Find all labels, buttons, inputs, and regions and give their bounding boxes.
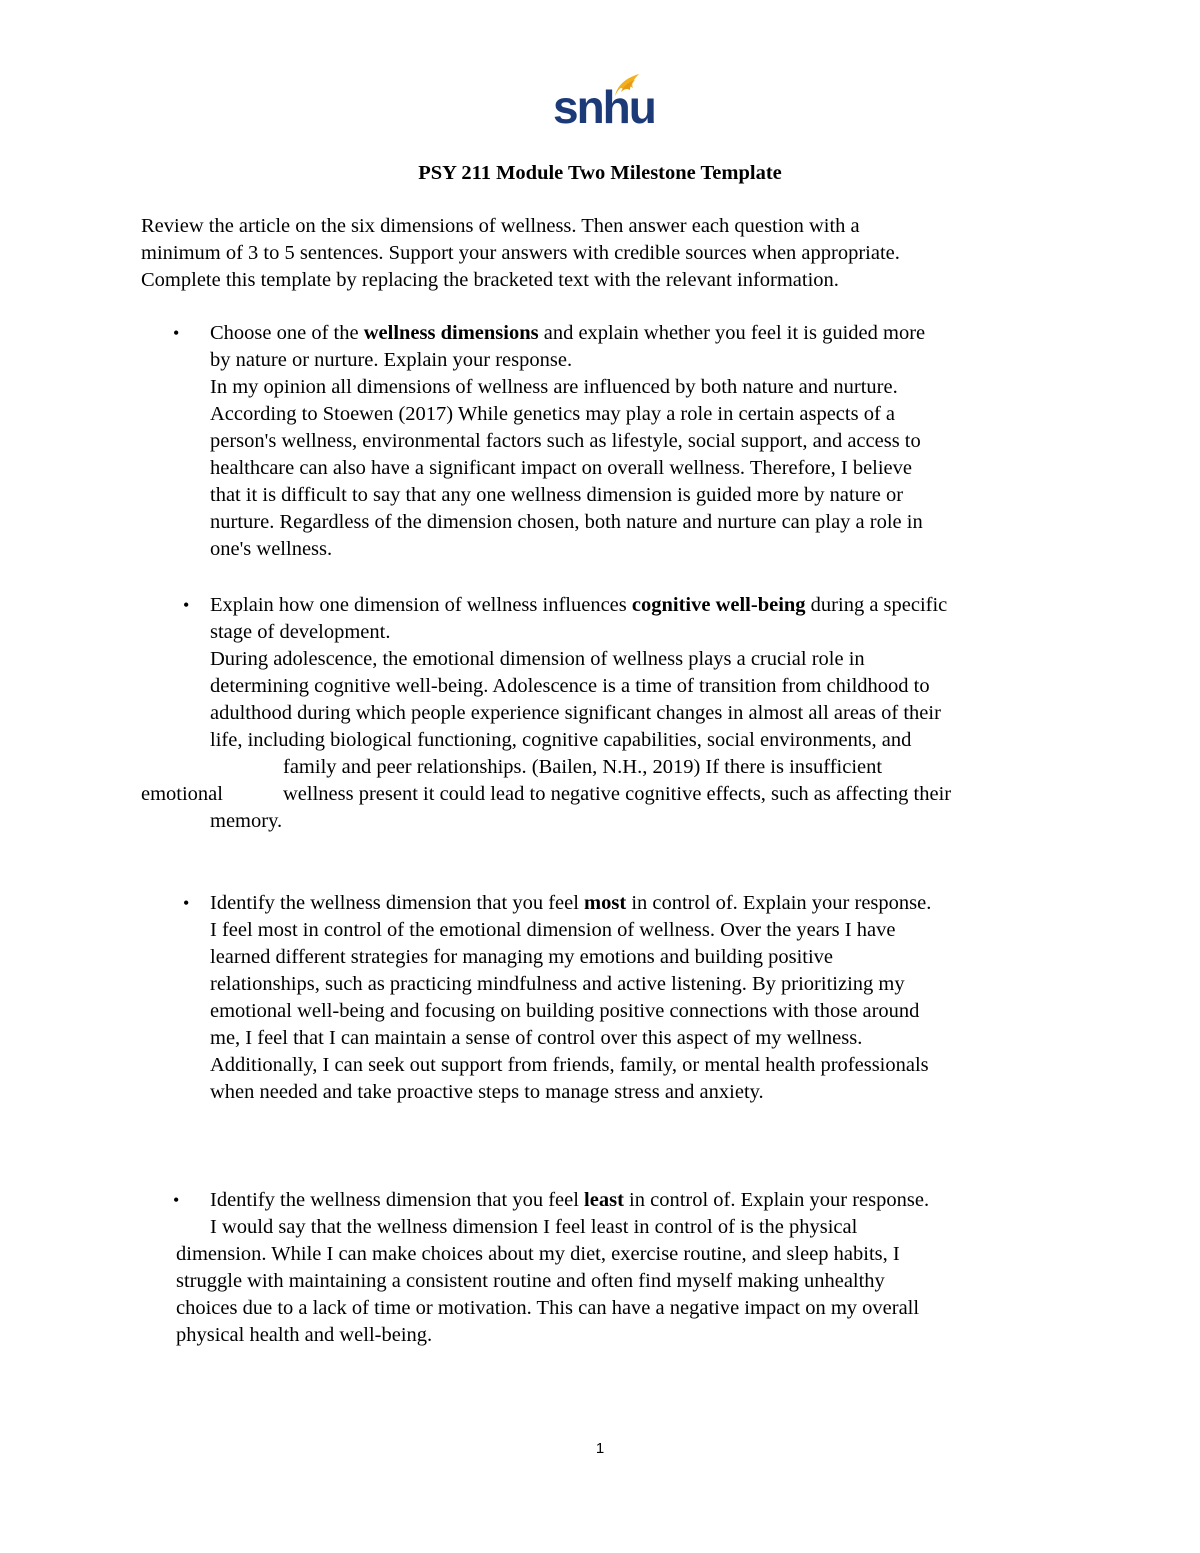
question-prompt	[210, 592, 1110, 619]
prompt-bold-text: cognitive well-being	[631, 594, 806, 616]
answer-text: memory.	[210, 810, 283, 832]
answer-line: learned different strategies for managing my emotions and building positive	[210, 946, 834, 968]
answer-line: adulthood during which people experience significant changes in almost all areas of their	[210, 702, 941, 724]
answer-line: emotional well-being and focusing on building positive connections with those around	[210, 1000, 920, 1022]
question-prompt: by nature or nurture. Explain your response.	[210, 349, 573, 371]
answer-line: choices due to a lack of time or motivation. This can have a negative impact on my overall	[176, 1297, 920, 1319]
question-3	[210, 890, 1110, 1133]
answer-text: wellness present it could lead to negative cognitive effects, such as affecting their	[283, 783, 952, 805]
answer-line: During adolescence, the emotional dimension of wellness plays a crucial role in	[210, 648, 865, 670]
answer-line	[210, 1106, 1110, 1133]
answer-line: I feel most in control of the emotional dimension of wellness. Over the years I have	[210, 919, 896, 941]
question-4	[210, 1187, 1110, 1241]
prompt-text: during a specific	[805, 594, 948, 616]
answer-line	[141, 781, 281, 808]
bullet-marker: •	[173, 1190, 180, 1210]
question-prompt: stage of development.	[210, 621, 391, 643]
answer-line: determining cognitive well-being. Adolescence is a time of transition from childhood to	[210, 675, 930, 697]
answer-line: relationships, such as practicing mindfulness and active listening. By prioritizing my	[210, 973, 905, 995]
intro-paragraph	[141, 213, 1051, 294]
logo-wordmark: snhu	[553, 81, 655, 133]
answer-line: dimension. While I can make choices about my diet, exercise routine, and sleep habits, I	[176, 1243, 900, 1265]
intro-line: Complete this template by replacing the bracketed text with the relevant information.	[141, 269, 839, 291]
answer-line: struggle with maintaining a consistent routine and often find myself making unhealthy	[176, 1270, 885, 1292]
answer-line: Additionally, I can seek out support from friends, family, or mental health professionals	[210, 1054, 929, 1076]
bullet-marker: •	[173, 323, 180, 343]
answer-text: family and peer relationships. (Bailen, N.H., 2019) If there is insufficient	[283, 756, 883, 778]
prompt-text: Identify the wellness dimension that you feel	[210, 892, 585, 914]
snhu-logo	[553, 72, 655, 136]
page-title: PSY 211 Module Two Milestone Template	[418, 162, 782, 184]
answer-line: In my opinion all dimensions of wellness are influenced by both nature and nurture.	[210, 376, 898, 398]
question-2	[210, 592, 1110, 754]
answer-line: According to Stoewen (2017) While genetics may play a role in certain aspects of a	[210, 403, 895, 425]
bullet-marker: •	[183, 595, 190, 615]
answer-line: me, I feel that I can maintain a sense of control over this aspect of my wellness.	[210, 1027, 863, 1049]
answer-line: life, including biological functioning, cognitive capabilities, social environments, and	[210, 729, 912, 751]
answer-line: that it is difficult to say that any one wellness dimension is guided more by nature or	[210, 484, 904, 506]
prompt-bold-text: most	[584, 892, 627, 914]
answer-line: healthcare can also have a significant impact on overall wellness. Therefore, I believe	[210, 457, 913, 479]
question-prompt	[210, 1187, 1110, 1214]
question-prompt	[210, 320, 1110, 347]
prompt-text: in control of. Explain your response.	[626, 892, 932, 914]
prompt-text: Choose one of the	[210, 322, 364, 344]
answer-line: person's wellness, environmental factors such as lifestyle, social support, and access to	[210, 430, 921, 452]
page-number: 1	[595, 1440, 605, 1457]
prompt-bold-text: least	[584, 1189, 624, 1211]
answer-text: emotional	[141, 783, 223, 805]
prompt-bold-text: wellness dimensions	[363, 322, 539, 344]
bullet-marker: •	[183, 893, 190, 913]
intro-line: minimum of 3 to 5 sentences. Support your answers with credible sources when appropriate.	[141, 242, 900, 264]
question-1	[210, 320, 1110, 563]
answer-continuation	[176, 1241, 1096, 1349]
question-prompt	[210, 890, 1110, 917]
prompt-text: Identify the wellness dimension that you feel	[210, 1189, 585, 1211]
answer-line: when needed and take proactive steps to manage stress and anxiety.	[210, 1081, 764, 1103]
answer-line	[283, 781, 1083, 808]
prompt-text: Explain how one dimension of wellness influences	[210, 594, 632, 616]
prompt-text: and explain whether you feel it is guided more	[538, 322, 926, 344]
prompt-text: in control of. Explain your response.	[623, 1189, 930, 1211]
answer-line	[283, 754, 1083, 781]
answer-line: nurture. Regardless of the dimension chosen, both nature and nurture can play a role in	[210, 511, 923, 533]
answer-line: one's wellness.	[210, 538, 333, 560]
answer-line: I would say that the wellness dimension I feel least in control of is the physical	[210, 1216, 858, 1238]
intro-line: Review the article on the six dimensions of wellness. Then answer each question with a	[141, 215, 860, 237]
answer-line	[210, 808, 610, 835]
answer-line: physical health and well-being.	[176, 1324, 433, 1346]
